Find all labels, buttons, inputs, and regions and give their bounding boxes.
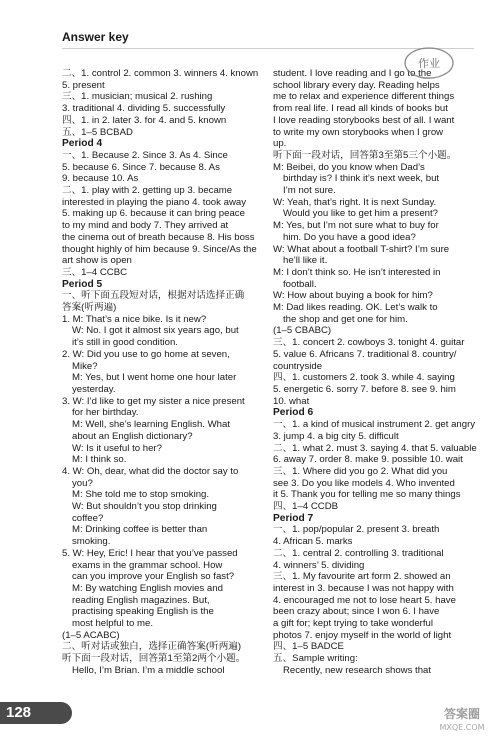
answer-line: been crazy about; since I won 6. I have [273, 606, 440, 618]
answer-line: up. [273, 138, 287, 150]
answer-line: you? [72, 477, 93, 489]
answer-line: 答案(听两遍) [62, 302, 117, 314]
answer-line: countryside [273, 360, 323, 372]
answer-line: 5. energetic 6. sorry 7. before 8. see 9. him [273, 383, 456, 395]
answer-line: birthday is? I think it’s next week, but [283, 173, 440, 185]
right-column [273, 68, 478, 677]
answer-line: 三、1. My favourite art form 2. showed an [273, 571, 451, 583]
answer-line: to my mind and body 7. They arrived at [62, 220, 229, 232]
answer-line: interested in playing the piano 4. took away [62, 196, 247, 208]
answer-line: M: Yes, but I went home one hour later [72, 372, 237, 384]
answer-line: M: She told me to stop smoking. [72, 489, 210, 501]
answer-line: 9. because 10. As [62, 173, 139, 185]
section-heading: Period 6 [273, 407, 314, 419]
answer-line: W: But shouldn’t you stop drinking [72, 501, 217, 513]
answer-line: 一、1. a kind of musical instrument 2. get angry [273, 419, 476, 431]
answer-line: football. [283, 278, 317, 290]
answer-line: it’s still in good condition. [72, 337, 178, 349]
answer-line: M: By watching English movies and [72, 582, 223, 594]
answer-line: M: Dad likes reading. OK. Let’s walk to [273, 302, 438, 314]
answer-line: W: How about buying a book for him? [273, 290, 433, 302]
answer-line: 5. W: Hey, Eric! I hear that you’ve passed [62, 547, 238, 559]
answer-line: M: Drinking coffee is better than [72, 524, 208, 536]
answer-line: 二、听对话或独白，选择正确答案(听两遍) [62, 641, 242, 653]
answer-line: he’ll like it. [283, 255, 328, 267]
answer-line: 听下面一段对话，回答第3至第5三个小题。 [273, 149, 457, 161]
answer-line: 4. winners’ 5. dividing [273, 559, 365, 571]
answer-line: 听下面一段对话，回答第1至第2两个小题。 [62, 653, 246, 665]
answer-line: M: I think so. [72, 454, 127, 466]
answer-line: me to relax and experience different things [273, 91, 455, 103]
answer-line: 二、1. play with 2. getting up 3. became [62, 185, 233, 197]
answer-line: smoking. [72, 536, 111, 548]
answer-line: 5. present [62, 79, 105, 91]
answer-line: 五、Sample writing: [273, 653, 358, 665]
answer-line: 二、1. what 2. must 3. saying 4. that 5. valuable [273, 442, 477, 454]
answer-line: see 3. Do you like models 4. Who invented [273, 477, 455, 489]
answer-line: M: I don’t think so. He isn’t interested in [273, 266, 441, 278]
section-heading: Period 7 [273, 512, 314, 524]
answer-line: for her birthday. [72, 407, 139, 419]
answer-line: reading English magazines. But, [72, 594, 210, 606]
answer-line: 5. making up 6. because it can bring peace [62, 208, 245, 220]
answer-line: Would you like to get him a present? [283, 208, 439, 220]
answer-line: thought highly of him because 9. Since/As the [62, 243, 257, 255]
answer-line: 三、1. concert 2. cowboys 3. tonight 4. guitar [273, 337, 465, 349]
answer-line: M: Well, she’s learning English. What [72, 419, 231, 431]
answer-line: W: No. I got it almost six years ago, but [72, 325, 239, 337]
answer-line: can you improve your English so fast? [72, 571, 235, 583]
answer-line: a gift for; kept trying to take wonderful [273, 618, 433, 630]
page-number: 128 [6, 704, 32, 721]
answer-line: W: Is it useful to her? [72, 442, 162, 454]
stamp-text: 作业 [418, 57, 440, 70]
answer-line: 一、1. Because 2. Since 3. As 4. Since [62, 149, 228, 161]
answer-line: I love reading storybooks best of all. I want [273, 114, 455, 126]
answer-line: Mike? [72, 360, 98, 372]
watermark-logo-icon [430, 702, 494, 734]
answer-line: M: Beibei, do you know when Dad’s [273, 161, 425, 173]
answer-line: practising speaking English is the [72, 606, 214, 618]
answer-line: school library every day. Reading helps [273, 79, 440, 91]
answer-line: art show is open [62, 255, 132, 267]
answer-line: 一、1. pop/popular 2. present 3. breath [273, 524, 440, 536]
left-column [62, 68, 267, 677]
answer-line: 3. jump 4. a big city 5. difficult [273, 430, 399, 442]
answer-line: 二、1. central 2. controlling 3. traditional [273, 547, 444, 559]
header-title: Answer key [62, 30, 129, 44]
answer-line: student. I love reading and I go to the [273, 68, 432, 79]
answer-line: Recently, new research shows that [283, 664, 432, 676]
answer-line: 一、听下面五段短对话，根据对话选择正确 [62, 290, 245, 302]
answer-line: exams in the grammar school. How [72, 559, 223, 571]
answer-line: it 5. Thank you for telling me so many things [273, 489, 461, 501]
watermark-text: 答案圈 [443, 707, 481, 721]
answer-line: M: Yes, but I’m not sure what to buy for [273, 220, 439, 232]
answer-line: I’m not sure. [283, 185, 336, 197]
answer-line: 四、1–4 CCDB [273, 501, 339, 513]
homework-stamp-icon [402, 44, 456, 82]
answer-line: 5. because 6. Since 7. because 8. As [62, 161, 220, 173]
answer-line: Hello, I’m Brian. I’m a middle school [72, 664, 225, 676]
answer-line: yesterday. [72, 383, 116, 395]
answer-line: 4. W: Oh, dear, what did the doctor say to [62, 465, 239, 477]
answer-line: 3. W: I’d like to get my sister a nice present [62, 395, 245, 407]
answer-line: 五、1–5 BCBAD [62, 126, 133, 138]
answer-line: the cinema out of breath because 8. His boss [62, 231, 255, 243]
answer-line: 10. what [273, 395, 310, 407]
answer-line: him. Do you have a good idea? [283, 231, 416, 243]
answer-line: from real life. I read all kinds of books but [273, 103, 448, 115]
answer-line: 三、1. Where did you go 2. What did you [273, 465, 448, 477]
answer-line: (1–5 CBABC) [273, 325, 332, 337]
answer-line: photos 7. enjoy myself in the world of light [273, 629, 452, 641]
watermark-subtext: MXQE.COM [439, 723, 485, 732]
answer-line: 二、1. control 2. common 3. winners 4. known [62, 68, 259, 79]
answer-line: 三、1. musician; musical 2. rushing [62, 91, 213, 103]
answer-line: 4. African 5. marks [273, 536, 353, 548]
answer-line: 4. encouraged me not to lose heart 5. have [273, 594, 456, 606]
answer-line: (1–5 ACABC) [62, 629, 120, 641]
answer-line: 四、1. customers 2. took 3. while 4. saying [273, 372, 455, 384]
answer-line: 四、1. in 2. later 3. for 4. and 5. known [62, 114, 227, 126]
answer-line: 3. traditional 4. dividing 5. successfully [62, 103, 226, 115]
section-heading: Period 5 [62, 278, 103, 290]
answer-line: coffee? [72, 512, 104, 524]
answer-line: 6. away 7. order 8. make 9. possible 10. wait [273, 454, 463, 466]
answer-line: 三、1–4 CCBC [62, 266, 128, 278]
answer-line: interest in 3. because I was not happy with [273, 582, 454, 594]
answer-line: to write my own storybooks when I grow [273, 126, 444, 138]
page-number-badge [0, 702, 72, 724]
section-heading: Period 4 [62, 138, 103, 150]
answer-line: about an English dictionary? [72, 430, 193, 442]
answer-line: 5. value 6. Africans 7. traditional 8. country/ [273, 348, 457, 360]
answer-line: most helpful to me. [72, 618, 154, 630]
answer-line: W: What about a football T-shirt? I’m sure [273, 243, 450, 255]
answer-line: the shop and get one for him. [283, 313, 408, 325]
answer-line: 2. W: Did you use to go home at seven, [62, 348, 230, 360]
answer-line: 四、1–5 BADCE [273, 641, 344, 653]
answer-line: W: Yeah, that’s right. It is next Sunday. [273, 196, 437, 208]
answer-line: 1. M: That’s a nice bike. Is it new? [62, 313, 207, 325]
